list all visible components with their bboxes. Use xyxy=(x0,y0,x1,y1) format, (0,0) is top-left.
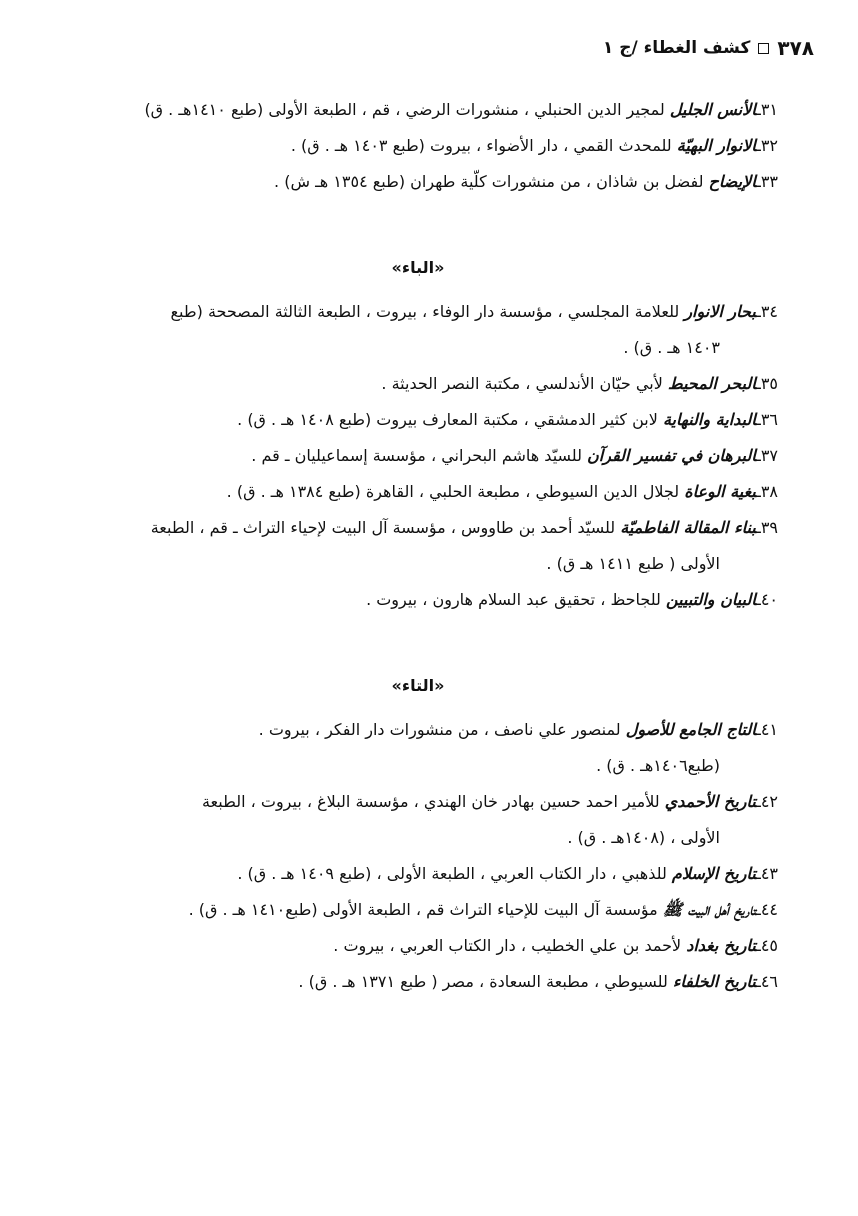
page-number: ٣٧٨ xyxy=(777,36,814,60)
entry-continuation: ١٤٠٣ هـ . ق) . xyxy=(623,338,720,357)
bibliography-entry-41: ٤١ـالتاج الجامع للأصول لمنصور علي ناصف ، من منشورات دار الفكر ، بيروت . (طبع١٤٠٦هـ . ق) . xyxy=(58,712,778,784)
section-alif xyxy=(58,92,778,200)
entry-title: البحر المحيط xyxy=(667,374,757,393)
entry-title: بحار الانوار xyxy=(684,302,757,321)
bibliography-entry-38: ٣٨ـبغية الوعاة لجلال الدين السيوطي ، مطبعة الحلبي ، القاهرة (طبع ١٣٨٤ هـ . ق) . xyxy=(226,482,778,501)
bibliography-entry-31: ٣١ـالأنس الجليل لمجير الدين الحنبلي ، منشورات الرضي ، قم ، الطبعة الأولى (طبع ١٤١٠هـ . ق) xyxy=(144,100,778,119)
bibliography-entry-33: ٣٣ـالإيضاح لفضل بن شاذان ، من منشورات كلّية طهران (طبع ١٣٥٤ هـ ش) . xyxy=(274,172,778,191)
entry-title: بناء المقالة الفاطميّة xyxy=(620,518,757,537)
entry-title: بغية الوعاة xyxy=(684,482,757,501)
entry-title: البداية والنهاية xyxy=(662,410,757,429)
bibliography-entry-32: ٣٢ـالانوار البهيّة للمحدث القمي ، دار الأضواء ، بيروت (طبع ١٤٠٣ هـ . ق) . xyxy=(290,136,778,155)
section-heading-ta: «التاء» xyxy=(391,676,445,695)
book-title: كشف الغطاء /ج ١ xyxy=(602,38,751,58)
section-ta xyxy=(58,668,778,1000)
entry-title: الأنس الجليل xyxy=(669,100,757,119)
entry-title: تاريخ بغداد xyxy=(686,936,757,955)
bibliography-entry-46: ٤٦ـتاريخ الخلفاء للسيوطي ، مطبعة السعادة ، مصر ( طبع ١٣٧١ هـ . ق) . xyxy=(298,972,778,991)
section-heading-ba: «الباء» xyxy=(391,258,445,277)
section-ba xyxy=(58,250,778,618)
bibliography-entry-45: ٤٥ـتاريخ بغداد لأحمد بن علي الخطيب ، دار الكتاب العربي ، بيروت . xyxy=(333,936,778,955)
entry-title: البرهان في تفسير القرآن xyxy=(587,446,757,465)
entry-title: الانوار البهيّة xyxy=(676,136,757,155)
bibliography-entry-37: ٣٧ـالبرهان في تفسير القرآن للسيّد هاشم البحراني ، مؤسسة إسماعيليان ـ قم . xyxy=(251,446,778,465)
entry-title: الإيضاح xyxy=(708,172,757,191)
entry-title: التاج الجامع للأصول xyxy=(625,720,757,739)
running-header xyxy=(603,36,814,60)
entry-title: تاريخ الإسلام xyxy=(671,864,757,883)
bibliography-list xyxy=(58,92,778,1000)
entry-title: تاريخ الخلفاء xyxy=(672,972,757,991)
bibliography-entry-34: ٣٤ـبحار الانوار للعلامة المجلسي ، مؤسسة دار الوفاء ، بيروت ، الطبعة الثالثة المصححة (طبع ١٤٠٣ هـ . ق) . xyxy=(58,294,778,366)
entry-continuation: (طبع١٤٠٦هـ . ق) . xyxy=(596,756,720,775)
entry-title: تاريخ أهل البيت ﷺ xyxy=(662,900,757,919)
bibliography-entry-36: ٣٦ـالبداية والنهاية لابن كثير الدمشقي ، مكتبة المعارف بيروت (طبع ١٤٠٨ هـ . ق) . xyxy=(237,410,778,429)
entry-continuation: الأولى ( طبع ١٤١١ هـ ق) . xyxy=(546,554,720,573)
bibliography-entry-39: ٣٩ـبناء المقالة الفاطميّة للسيّد أحمد بن طاووس ، مؤسسة آل البيت لإحياء التراث ـ قم ، الطبعة الأولى ( طبع ١٤١١ هـ ق) . xyxy=(58,510,778,582)
entry-title: تاريخ الأحمدي xyxy=(664,792,757,811)
entry-title: البيان والتبيين xyxy=(665,590,757,609)
bibliography-entry-44: ٤٤ـتاريخ أهل البيت ﷺ مؤسسة آل البيت للإحياء التراث قم ، الطبعة الأولى (طبع١٤١٠ هـ . ق) . xyxy=(188,900,778,919)
bibliography-entry-42: ٤٢ـتاريخ الأحمدي للأمير احمد حسين بهادر خان الهندي ، مؤسسة البلاغ ، بيروت ، الطبعة الأولى ، (١٤٠٨هـ . ق) . xyxy=(58,784,778,856)
bibliography-entry-43: ٤٣ـتاريخ الإسلام للذهبي ، دار الكتاب العربي ، الطبعة الأولى ، (طبع ١٤٠٩ هـ . ق) . xyxy=(237,864,778,883)
entry-continuation: الأولى ، (١٤٠٨هـ . ق) . xyxy=(567,828,720,847)
bibliography-entry-35: ٣٥ـالبحر المحيط لأبي حيّان الأندلسي ، مكتبة النصر الحديثة . xyxy=(381,374,778,393)
bibliography-entry-40: ٤٠ـالبيان والتبيين للجاحظ ، تحقيق عبد السلام هارون ، بيروت . xyxy=(366,590,778,609)
separator-square-icon xyxy=(758,43,769,54)
